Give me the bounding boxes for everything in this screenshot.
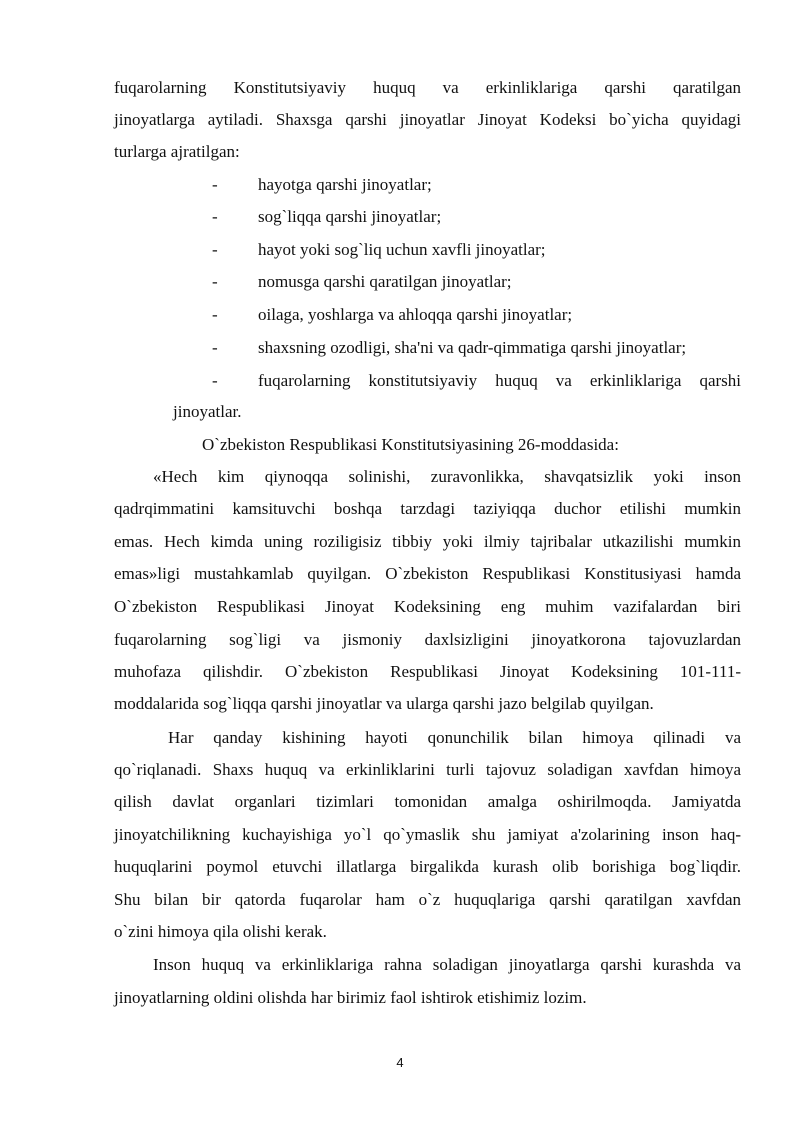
list-item: fuqarolarning konstitutsiyaviy huquq va erkinliklariga qarshi [258, 371, 741, 390]
paragraph-quote-line: emas. Hech kimda uning roziligisiz tibbiy yoki ilmiy tajribalar utkazilishi mumkin [114, 532, 741, 551]
paragraph-protection-line: huquqlarini poymol etuvchi illatlarga birgalikda kurash olib borishiga bog`liqdir. [114, 857, 741, 876]
paragraph-intro-line: jinoyatlarga aytiladi. Shaxsga qarshi jinoyatlar Jinoyat Kodeksi bo`yicha quyidagi [114, 110, 741, 129]
list-dash: - [212, 305, 218, 324]
constitution-heading: O`zbekiston Respublikasi Konstitutsiyasining 26-moddasida: [202, 435, 619, 454]
list-item: sog`liqqa qarshi jinoyatlar; [258, 207, 442, 226]
paragraph-protection-line: Har qanday kishining hayoti qonunchilik bilan himoya qilinadi va [168, 728, 741, 747]
paragraph-quote-line: O`zbekiston Respublikasi Jinoyat Kodeksining eng muhim vazifalardan biri [114, 597, 741, 616]
paragraph-quote-line: qadrqimmatini kamsituvchi boshqa tarzdagi taziyiqqa duchor etilishi mumkin [114, 499, 741, 518]
list-item: oilaga, yoshlarga va ahloqqa qarshi jinoyatlar; [258, 305, 573, 324]
page-number: 4 [396, 1055, 404, 1070]
paragraph-protection-line: qilish davlat organlari tizimlari tomonidan amalga oshirilmoqda. Jamiyatda [114, 792, 741, 811]
list-dash: - [212, 371, 218, 390]
paragraph-quote-line: moddalarida sog`liqqa qarshi jinoyatlar va ularga qarshi jazo belgilab quyilgan. [114, 694, 654, 713]
paragraph-protection-line: o`zini himoya qila olishi kerak. [114, 922, 327, 941]
list-dash: - [212, 175, 218, 194]
paragraph-protection-line: qo`riqlanadi. Shaxs huquq va erkinliklarini turli tajovuz soladigan xavfdan himoya [114, 760, 741, 779]
list-item-continuation: jinoyatlar. [173, 402, 242, 421]
paragraph-protection-line: jinoyatchilikning kuchayishiga yo`l qo`ymaslik shu jamiyat a'zolarining inson haq- [114, 825, 741, 844]
paragraph-quote-line: fuqarolarning sog`ligi va jismoniy daxlsizligini jinoyatkorona tajovuzlardan [114, 630, 741, 649]
paragraph-protection-line: Shu bilan bir qatorda fuqarolar ham o`z huquqlariga qarshi qaratilgan xavfdan [114, 890, 741, 909]
list-dash: - [212, 240, 218, 259]
paragraph-intro-line: fuqarolarning Konstitutsiyaviy huquq va erkinliklariga qarshi qaratilgan [114, 78, 741, 97]
list-item: nomusga qarshi qaratilgan jinoyatlar; [258, 272, 512, 291]
paragraph-intro-line: turlarga ajratilgan: [114, 142, 240, 161]
paragraph-quote-line: emas»ligi mustahkamlab quyilgan. O`zbekiston Respublikasi Konstitusiyasi hamda [114, 564, 741, 583]
list-item: hayotga qarshi jinoyatlar; [258, 175, 432, 194]
list-item: shaxsning ozodligi, sha'ni va qadr-qimmatiga qarshi jinoyatlar; [258, 338, 687, 357]
list-dash: - [212, 207, 218, 226]
list-dash: - [212, 272, 218, 291]
paragraph-final-line: jinoyatlarning oldini olishda har birimiz faol ishtirok etishimiz lozim. [114, 988, 587, 1007]
paragraph-quote-line: muhofaza qilishdir. O`zbekiston Respublikasi Jinoyat Kodeksining 101-111- [114, 662, 741, 681]
list-item: hayot yoki sog`liq uchun xavfli jinoyatlar; [258, 240, 546, 259]
paragraph-final-line: Inson huquq va erkinliklariga rahna soladigan jinoyatlarga qarshi kurashda va [153, 955, 741, 974]
list-dash: - [212, 338, 218, 357]
paragraph-quote-line: «Hech kim qiynoqqa solinishi, zuravonlikka, shavqatsizlik yoki inson [153, 467, 741, 486]
